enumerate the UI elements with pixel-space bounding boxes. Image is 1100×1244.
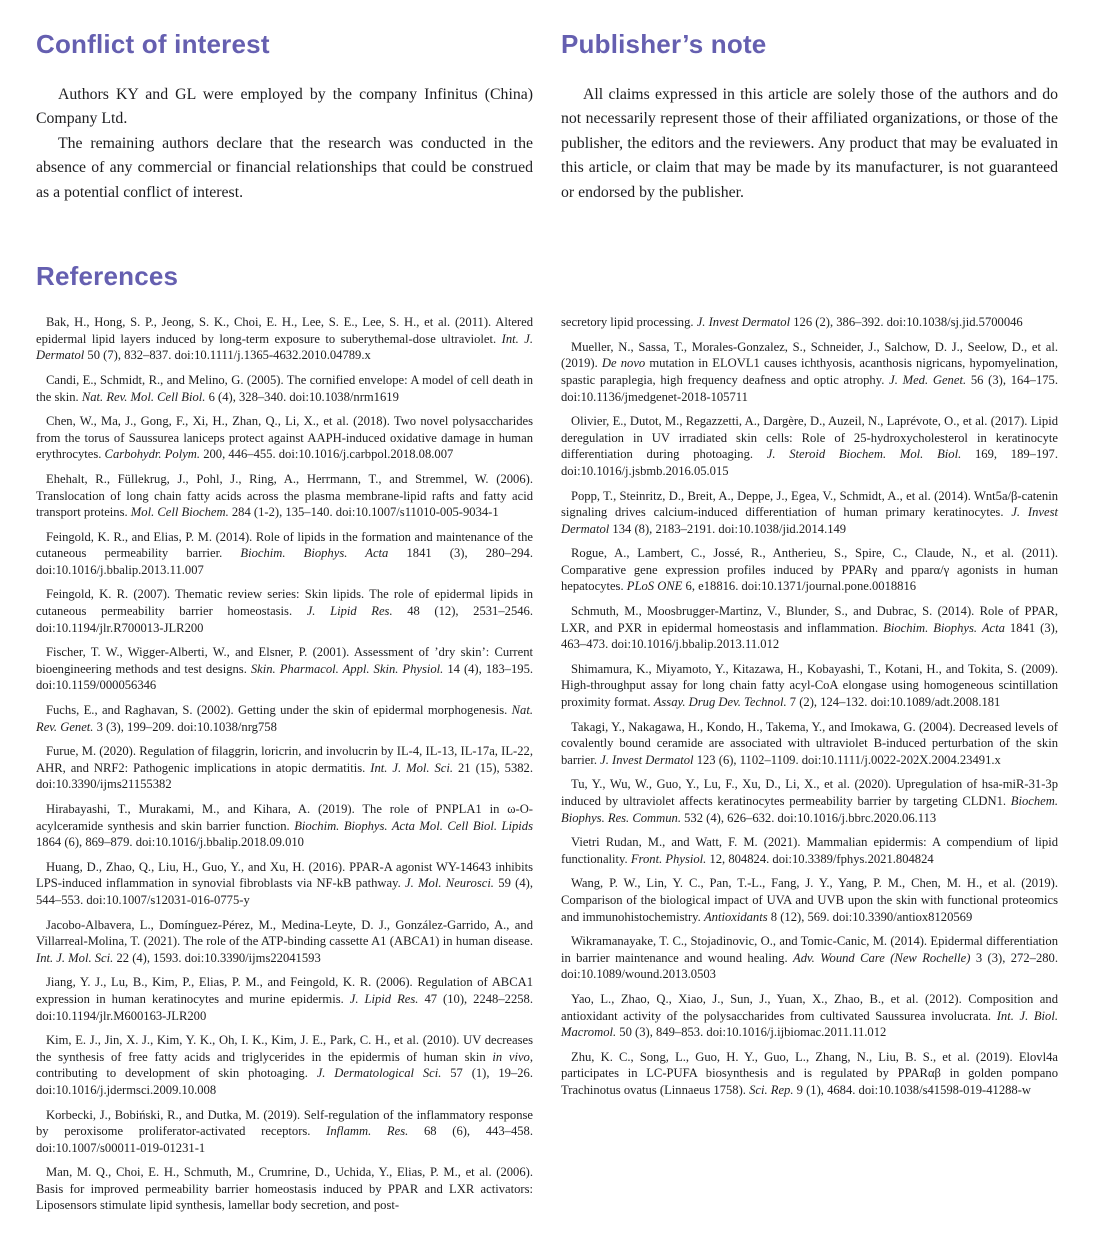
reference-entry: Feingold, K. R., and Elias, P. M. (2014). Role of lipids in the formation and maintenance of the cutaneous permeability barrier. Biochim. Biophys. Acta 1841 (3), 280–294. doi:10.1016/j.bbalip.2013.11.007 bbox=[36, 529, 533, 577]
reference-entry: Ehehalt, R., Füllekrug, J., Pohl, J., Ring, A., Herrmann, T., and Stremmel, W. (2006). Translocation of long chain fatty acids across the plasma membrane-lipid rafts and fatty acid transport proteins. Mol. Cell Biochem. 284 (1-2), 135–140. doi:10.1007/s11010-005-9034-1 bbox=[36, 471, 533, 520]
reference-entry: Olivier, E., Dutot, M., Regazzetti, A., Dargère, D., Auzeil, N., Laprévote, O., et al. (2017). Lipid deregulation in UV irradiated skin cells: Role of 25-hydroxycholesterol in keratinocyte differentiation during photoaging. J. Steroid Biochem. Mol. Biol. 169, 189–197. doi:10.1016/j.jsbmb.2016.05.015 bbox=[561, 414, 1058, 478]
conflict-paragraph-2: The remaining authors declare that the research was conducted in the absence of any commercial or financial relationships that could be construed as a potential conflict of interest. bbox=[36, 134, 533, 201]
conflict-of-interest-section bbox=[36, 30, 533, 206]
references-columns bbox=[36, 314, 1058, 1222]
reference-entry: Chen, W., Ma, J., Gong, F., Xi, H., Zhan, Q., Li, X., et al. (2018). Two novel polysaccharides from the torus of Saussurea laniceps protect against AAPH-induced oxidative damage in human erythrocytes. Carbohydr. Polym. 200, 446–455. doi:10.1016/j.carbpol.2018.08.007 bbox=[36, 414, 533, 462]
publishers-note-section bbox=[561, 30, 1058, 206]
reference-entry: Mueller, N., Sassa, T., Morales-Gonzalez, S., Schneider, J., Salchow, D. J., Seelow, D., et al. (2019). De novo mutation in ELOVL1 causes ichthyosis, acanthosis nigricans, hypomyelination, spastic paraplegia, high frequency deafness and optic atrophy. J. Med. Genet. 56 (3), 164–175. doi:10.1136/jmedgenet-2018-105711 bbox=[561, 339, 1058, 404]
top-sections-row bbox=[36, 30, 1058, 206]
references-column-left bbox=[36, 314, 533, 1222]
reference-entry: Wang, P. W., Lin, Y. C., Pan, T.-L., Fang, J. Y., Yang, P. M., Chen, M. H., et al. (2019). Comparison of the biological impact of UVA and UVB upon the skin with functional proteomics and immunohistochemistry. Antioxidants 8 (12), 569. doi:10.3390/antiox8120569 bbox=[561, 876, 1058, 924]
reference-entry: Feingold, K. R. (2007). Thematic review series: Skin lipids. The role of epidermal lipids in cutaneous permeability barrier homeostasis. J. Lipid Res. 48 (12), 2531–2546. doi:10.1194/jlr.R700013-JLR200 bbox=[36, 587, 533, 635]
references-column-right bbox=[561, 314, 1058, 1222]
reference-entry: Furue, M. (2020). Regulation of filaggrin, loricrin, and involucrin by IL-4, IL-13, IL-17a, IL-22, AHR, and NRF2: Pathogenic implications in atopic dermatitis. Int. J. Mol. Sci. 21 (15), 5382. doi:10.3390/ijms21155382 bbox=[36, 744, 533, 792]
reference-entry: Zhu, K. C., Song, L., Guo, H. Y., Guo, L., Zhang, N., Liu, B. S., et al. (2019). Elovl4a participates in LC-PUFA biosynthesis and is regulated by PPARαβ in golden pompano Trachinotus ovatus (Linnaeus 1758). Sci. Rep. 9 (1), 4684. doi:10.1038/s41598-019-41288-w bbox=[561, 1049, 1058, 1097]
reference-entry: Takagi, Y., Nakagawa, H., Kondo, H., Takema, Y., and Imokawa, G. (2004). Decreased levels of covalently bound ceramide are associated with ultraviolet B-induced perturbation of the skin barrier. J. Invest Dermatol 123 (6), 1102–1109. doi:10.1111/j.0022-202X.2004.23491.x bbox=[561, 719, 1058, 767]
reference-entry: Hirabayashi, T., Murakami, M., and Kihara, A. (2019). The role of PNPLA1 in ω-O-acylceramide synthesis and skin barrier function. Biochim. Biophys. Acta Mol. Cell Biol. Lipids 1864 (6), 869–879. doi:10.1016/j.bbalip.2018.09.010 bbox=[36, 802, 533, 850]
reference-entry: Huang, D., Zhao, Q., Liu, H., Guo, Y., and Xu, H. (2016). PPAR-A agonist WY-14643 inhibits LPS-induced inflammation in synovial fibroblasts via NF-kB pathway. J. Mol. Neurosci. 59 (4), 544–553. doi:10.1007/s12031-016-0775-y bbox=[36, 859, 533, 907]
reference-entry: Tu, Y., Wu, W., Guo, Y., Lu, F., Xu, D., Li, X., et al. (2020). Upregulation of hsa-miR-31-3p induced by ultraviolet affects keratinocytes permeability barrier by targeting CLDN1. Biochem. Biophys. Res. Commun. 532 (4), 626–632. doi:10.1016/j.bbrc.2020.06.113 bbox=[561, 777, 1058, 825]
reference-entry: secretory lipid processing. J. Invest Dermatol 126 (2), 386–392. doi:10.1038/sj.jid.5700046 bbox=[561, 315, 1023, 330]
conflict-of-interest-title: Conflict of interest bbox=[36, 29, 270, 59]
reference-entry: Candi, E., Schmidt, R., and Melino, G. (2005). The cornified envelope: A model of cell death in the skin. Nat. Rev. Mol. Cell Biol. 6 (4), 328–340. doi:10.1038/nrm1619 bbox=[36, 372, 533, 404]
reference-entry: Wikramanayake, T. C., Stojadinovic, O., and Tomic-Canic, M. (2014). Epidermal differentiation in barrier maintenance and wound healing. Adv. Wound Care (New Rochelle) 3 (3), 272–280. doi:10.1089/wound.2013.0503 bbox=[561, 934, 1058, 982]
references-title: References bbox=[36, 260, 179, 291]
publishers-note-title: Publisher’s note bbox=[561, 29, 767, 59]
reference-entry: Bak, H., Hong, S. P., Jeong, S. K., Choi, E. H., Lee, S. E., Lee, S. H., et al. (2011). Altered epidermal lipid layers induced by long-term exposure to suberythemal-dose ultraviolet. Int. J. Dermatol 50 (7), 832–837. doi:10.1111/j.1365-4632.2010.04789.x bbox=[36, 315, 534, 363]
reference-entry: Vietri Rudan, M., and Watt, F. M. (2021). Mammalian epidermis: A compendium of lipid functionality. Front. Physiol. 12, 804824. doi:10.3389/fphys.2021.804824 bbox=[561, 835, 1058, 866]
reference-entry: Schmuth, M., Moosbrugger-Martinz, V., Blunder, S., and Dubrac, S. (2014). Role of PPAR, LXR, and PXR in epidermal homeostasis and inflammation. Biochim. Biophys. Acta 1841 (3), 463–473. doi:10.1016/j.bbalip.2013.11.012 bbox=[561, 604, 1058, 652]
publishers-note-paragraph: All claims expressed in this article are solely those of the authors and do not necessarily represent those of their affiliated organizations, or those of the publisher, the editors and the reviewers. Any product that may be evaluated in this article, or claim that may be made by its manufacturer, is not guaranteed or endorsed by the publisher. bbox=[561, 85, 1058, 201]
reference-entry: Yao, L., Zhao, Q., Xiao, J., Sun, J., Yuan, X., Zhao, B., et al. (2012). Composition and antioxidant activity of the polysaccharides from cultivated Saussurea involucrata. Int. J. Biol. Macromol. 50 (3), 849–853. doi:10.1016/j.ijbiomac.2011.11.012 bbox=[561, 991, 1058, 1040]
reference-entry: Jacobo-Albavera, L., Domínguez-Pérez, M., Medina-Leyte, D. J., González-Garrido, A., and Villarreal-Molina, T. (2021). The role of the ATP-binding cassette A1 (ABCA1) in human disease. Int. J. Mol. Sci. 22 (4), 1593. doi:10.3390/ijms22041593 bbox=[36, 917, 533, 965]
reference-entry: Kim, E. J., Jin, X. J., Kim, Y. K., Oh, I. K., Kim, J. E., Park, C. H., et al. (2010). UV decreases the synthesis of free fatty acids and triglycerides in the epidermis of human skin in vivo, contributing to development of skin photoaging. J. Dermatological Sci. 57 (1), 19–26. doi:10.1016/j.jdermsci.2009.10.008 bbox=[36, 1033, 534, 1097]
reference-entry: Jiang, Y. J., Lu, B., Kim, P., Elias, P. M., and Feingold, K. R. (2006). Regulation of ABCA1 expression in human keratinocytes and murine epidermis. J. Lipid Res. 47 (10), 2248–2258. doi:10.1194/jlr.M600163-JLR200 bbox=[36, 975, 533, 1023]
reference-entry: Rogue, A., Lambert, C., Jossé, R., Antherieu, S., Spire, C., Claude, N., et al. (2011). Comparative gene expression profiles induced by PPARγ and pparα/γ agonists in human hepatocytes. PLoS ONE 6, e18816. doi:10.1371/journal.pone.0018816 bbox=[561, 546, 1058, 594]
reference-entry: Shimamura, K., Miyamoto, Y., Kitazawa, H., Kobayashi, T., Kotani, H., and Tokita, S. (2009). High-throughput assay for long chain fatty acyl-CoA elongase using homogeneous scintillation proximity format. Assay. Drug Dev. Technol. 7 (2), 124–132. doi:10.1089/adt.2008.181 bbox=[561, 661, 1058, 710]
reference-entry: Fischer, T. W., Wigger-Alberti, W., and Elsner, P. (2001). Assessment of ’dry skin’: Current bioengineering methods and test designs. Skin. Pharmacol. Appl. Skin. Physiol. 14 (4), 183–195. doi:10.1159/000056346 bbox=[36, 645, 534, 693]
reference-entry: Korbecki, J., Bobiński, R., and Dutka, M. (2019). Self-regulation of the inflammatory response by peroxisome proliferator-activated receptors. Inflamm. Res. 68 (6), 443–458. doi:10.1007/s00011-019-01231-1 bbox=[36, 1107, 533, 1155]
conflict-paragraph-1: Authors KY and GL were employed by the company Infinitus (China) Company Ltd. bbox=[36, 85, 533, 128]
reference-entry: Fuchs, E., and Raghavan, S. (2002). Getting under the skin of epidermal morphogenesis. Nat. Rev. Genet. 3 (3), 199–209. doi:10.1038/nrg758 bbox=[36, 703, 533, 734]
reference-entry: Man, M. Q., Choi, E. H., Schmuth, M., Crumrine, D., Uchida, Y., Elias, P. M., et al. (2006). Basis for improved permeability barrier homeostasis induced by PPAR and LXR activators: Liposensors stimulate lipid synthesis, lamellar body secretion, and post- bbox=[36, 1165, 533, 1213]
reference-entry: Popp, T., Steinritz, D., Breit, A., Deppe, J., Egea, V., Schmidt, A., et al. (2014). Wnt5a/β-catenin signaling drives calcium-induced differentiation of human primary keratinocytes. J. Invest Dermatol 134 (8), 2183–2191. doi:10.1038/jid.2014.149 bbox=[561, 488, 1058, 536]
references-section bbox=[36, 262, 1058, 1223]
